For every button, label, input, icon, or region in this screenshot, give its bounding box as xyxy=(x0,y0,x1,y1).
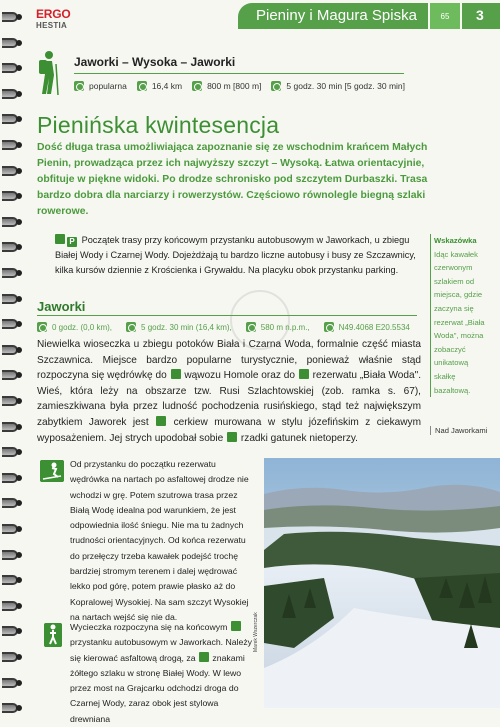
difficulty-stat xyxy=(74,81,127,91)
difficulty-icon xyxy=(74,81,84,91)
ring-hole xyxy=(16,526,22,532)
distance-stat xyxy=(137,81,182,91)
ring-hole xyxy=(16,40,22,46)
spiral-ring xyxy=(2,345,24,355)
start-paragraph xyxy=(55,233,417,279)
walking-icon xyxy=(44,623,62,647)
section-heading-jaworki: Jaworki xyxy=(37,299,86,314)
spiral-ring xyxy=(2,678,24,688)
jaworki-text-3: rezerwatu „Biała Woda". Wieś, która leży na obszarze tzw. Rusi Szlachtowskiej (zob. ramka s. 67), zamieszkiwana była przez ludność pochodzenia rusińskiego, stąd też największym zabytkiem Jaworek jest xyxy=(37,370,422,428)
tip-text: Idąc kawałek czerwonym szlakiem od miejsca, gdzie zaczyna się rezerwat „Biała Woda", można zobaczyć unikatową skałkę bazaltową. xyxy=(434,249,485,395)
spiral-ring xyxy=(2,12,24,22)
spiral-ring xyxy=(2,703,24,713)
ring-hole xyxy=(16,321,22,327)
jaworki-text-4: cerkiew murowana w stylu józefińskim z ciekawym wyposażeniem. Jej strych upodobał sobie xyxy=(37,416,422,444)
route-stats xyxy=(74,81,415,91)
spiral-ring xyxy=(2,422,24,432)
jaworki-stats xyxy=(37,322,424,332)
divider xyxy=(74,73,404,74)
walk-text-1: Wycieczka rozpoczyna się na końcowym xyxy=(70,622,228,632)
monument-icon xyxy=(156,416,166,426)
jaworki-text-2: wąwozu Homole oraz do xyxy=(184,370,295,382)
ring-hole xyxy=(16,65,22,71)
distance-icon xyxy=(137,81,147,91)
divider xyxy=(37,315,417,316)
ring-hole xyxy=(16,116,22,122)
altitude-value: 580 m n.p.m., xyxy=(260,322,310,332)
spiral-ring xyxy=(2,575,24,585)
nature-icon xyxy=(299,369,309,379)
ring-hole xyxy=(16,552,22,558)
logo-ergo-text: ERGO xyxy=(36,7,71,21)
ergo-hestia-logo xyxy=(36,7,71,30)
spiral-ring xyxy=(2,166,24,176)
tip-box xyxy=(430,234,490,397)
ring-hole xyxy=(16,14,22,20)
ring-hole xyxy=(16,372,22,378)
clock-icon xyxy=(271,81,281,91)
walk-text-2: przystanku autobusowym w Jaworkach. Należy się kierować asfaltową drogą, za xyxy=(70,637,253,663)
spiral-ring xyxy=(2,140,24,150)
ring-hole xyxy=(16,296,22,302)
ring-hole xyxy=(16,91,22,97)
ring-hole xyxy=(16,347,22,353)
chapter-number: 3 xyxy=(462,3,500,29)
ring-hole xyxy=(16,680,22,686)
mountain-icon xyxy=(246,322,256,332)
ring-hole xyxy=(16,193,22,199)
ring-hole xyxy=(16,500,22,506)
time-value: 5 godz. 30 min [5 godz. 30 min] xyxy=(286,81,406,91)
tip-title: Wskazówka xyxy=(434,236,477,245)
ski-icon xyxy=(40,460,64,482)
spiral-ring xyxy=(2,447,24,457)
clock-icon xyxy=(37,322,47,332)
walk-text-3: znakami żółtego szlaku w stronę Białej Wody. W lewo przez most na Grajcarku odchodzi droga do Czarnej Wody, zaraz obok jest stylowa drewniana xyxy=(70,652,245,724)
spiral-ring xyxy=(2,524,24,534)
walk-paragraph xyxy=(70,620,256,727)
distance-value: 16,4 km xyxy=(151,81,183,91)
ski-paragraph: Od przystanku do początku rezerwatu wędrówka na nartach po asfaltowej drodze nie wchodzi w grę. Potem szutrowa trasa przez Białą Wodę idealna pod warunkiem, że jest odpowiednia ilość śniegu. Nie ma tu żadnych trudności orientacyjnych. Od końca rezerwatu do przełęczy trzeba kawałek podejść trochę bardziej stromym terenem i dalej wędrować lekko pod górę, potem prawie płasko aż do Kopralowej Wysokiej. Na sam szczyt Wysokiej na nartach wejść się nie da. xyxy=(70,459,249,622)
spiral-ring xyxy=(2,268,24,278)
lead-paragraph: Dość długa trasa umożliwiająca zapoznanie się ze wschodnim krańcem Małych Pienin, prowadząca przez ich najwyższy szczyt – Wysoką. Łatwa orientacyjnie, obfituje w piękne widoki. Po drodze schronisko pod szczytem Durbaszki. Trasa bardzo dobra dla narciarzy i rowerzystów. Częściowo równolegle biegną szlaki rowerowe. xyxy=(37,142,428,217)
bus-icon xyxy=(231,621,241,631)
jaworki-text-1: Niewielka wioseczka u zbiegu potoków Biała i Czarna Woda, formalnie część miasta Szczawnica. Miejsce bardzo popularne turystycznie, ponieważ właśnie stąd rozpoczyna się wędrówkę do xyxy=(37,339,421,382)
ring-hole xyxy=(16,577,22,583)
elevation-value: 800 m [800 m] xyxy=(207,81,262,91)
spiral-ring xyxy=(2,89,24,99)
photo-credit: Marek Wszerczak xyxy=(253,612,259,652)
spiral-ring xyxy=(2,319,24,329)
bus-icon xyxy=(55,234,65,244)
time-start-value: 0 godz. (0,0 km), xyxy=(52,322,113,332)
elevation-stat xyxy=(192,81,261,91)
coords-stat xyxy=(324,322,410,332)
spiral-ring xyxy=(2,550,24,560)
ring-hole xyxy=(16,244,22,250)
route-title: Jaworki – Wysoka – Jaworki xyxy=(74,55,236,69)
page-number: 65 xyxy=(430,3,460,29)
gps-icon xyxy=(324,322,334,332)
clock-icon xyxy=(126,322,136,332)
spiral-ring xyxy=(2,498,24,508)
time-total-stat xyxy=(126,322,232,332)
spiral-ring xyxy=(2,473,24,483)
spiral-ring xyxy=(2,370,24,380)
time-stat xyxy=(271,81,405,91)
jaworki-text-5: rzadki gatunek nietoperzy. xyxy=(240,432,358,444)
spiral-ring xyxy=(2,242,24,252)
ring-hole xyxy=(16,219,22,225)
spiral-ring xyxy=(2,191,24,201)
nature-icon xyxy=(227,432,237,442)
spiral-ring xyxy=(2,217,24,227)
ring-hole xyxy=(16,398,22,404)
spiral-ring xyxy=(2,38,24,48)
ring-hole xyxy=(16,270,22,276)
start-text: Początek trasy przy końcowym przystanku autobusowym w Jaworkach, u zbiegu Białej Wody i Czarnej Wody. Dojeżdżają tu bardzo liczne autobusy i busy ze Szczawnicy, kilka kursów dziennie z Krościenka i Grywałdu. Na placyku obok przystanku parking. xyxy=(55,235,416,276)
trail-sign-icon xyxy=(199,652,209,662)
spiral-binding xyxy=(0,0,26,727)
jaworki-description xyxy=(37,337,421,446)
spiral-ring xyxy=(2,601,24,611)
logo-hestia-text: HESTIA xyxy=(36,21,68,30)
altitude-stat xyxy=(246,322,310,332)
spiral-ring xyxy=(2,294,24,304)
nature-icon xyxy=(171,369,181,379)
ring-hole xyxy=(16,142,22,148)
time-start-stat xyxy=(37,322,112,332)
spiral-ring xyxy=(2,63,24,73)
elevation-icon xyxy=(192,81,202,91)
difficulty-value: popularna xyxy=(89,81,127,91)
ring-hole xyxy=(16,424,22,430)
hiker-icon xyxy=(36,50,60,96)
spiral-ring xyxy=(2,396,24,406)
ring-hole xyxy=(16,168,22,174)
ring-hole xyxy=(16,654,22,660)
spiral-ring xyxy=(2,114,24,124)
ring-hole xyxy=(16,475,22,481)
spiral-ring xyxy=(2,652,24,662)
ring-hole xyxy=(16,603,22,609)
winter-landscape-photo xyxy=(264,458,500,708)
page-title: Pienińska kwintesencja xyxy=(37,112,280,138)
ring-hole xyxy=(16,705,22,711)
time-total-value: 5 godz. 30 min (16,4 km), xyxy=(141,322,232,332)
ring-hole xyxy=(16,449,22,455)
parking-icon: P xyxy=(67,237,77,247)
coords-value: N49.4068 E20.5534 xyxy=(338,322,410,332)
photo-caption: Nad Jaworkami xyxy=(430,426,490,435)
ring-hole xyxy=(16,628,22,634)
section-title-bar: Pieniny i Magura Spiska xyxy=(238,3,428,29)
spiral-ring xyxy=(2,626,24,636)
